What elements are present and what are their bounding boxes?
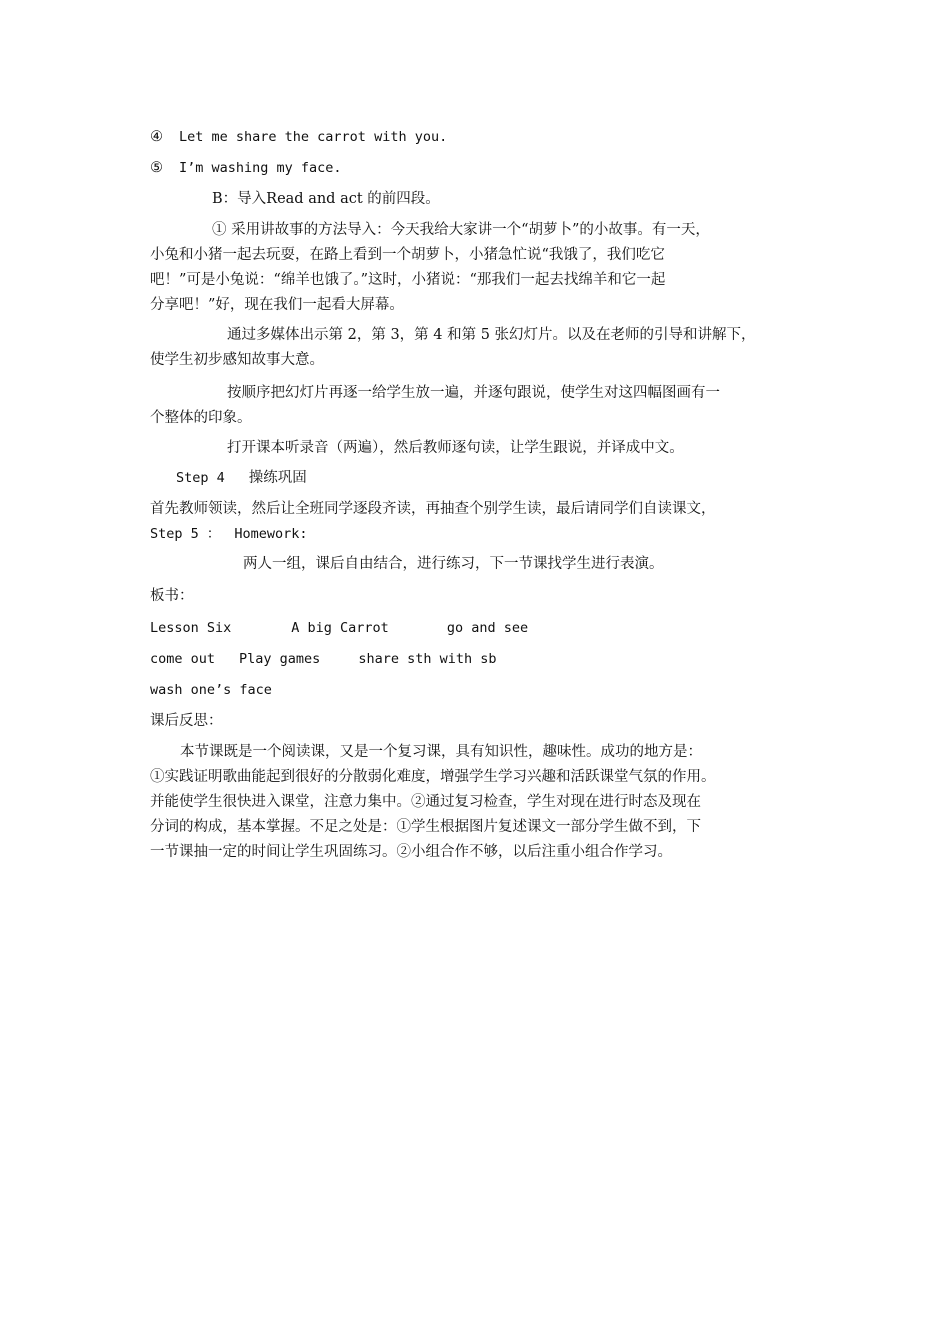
step-label: Step 4 xyxy=(176,470,225,486)
story-line: 吧！”可是小兔说：“绵羊也饿了。”这时，小猪说：“那我们一起去找绵羊和它一起 xyxy=(150,272,666,288)
board-cell: go and see xyxy=(446,620,529,636)
part-b-heading: B：导入Read and act 的前四段。 xyxy=(212,191,440,207)
reflection-line: ①实践证明歌曲能起到很好的分散弱化难度，增强学生学习兴趣和活跃课堂气氛的作用。 xyxy=(150,769,716,785)
item-number: ④ xyxy=(150,129,163,145)
slides-line: 使学生初步感知故事大意。 xyxy=(150,352,324,368)
step-title: Homework: xyxy=(234,526,308,542)
board-cell: A big Carrot xyxy=(291,620,389,636)
reflection-heading: 课后反思： xyxy=(150,713,223,729)
item-number: ⑤ xyxy=(150,160,163,176)
reflection-line: 分词的构成，基本掌握。不足之处是：①学生根据图片复述课文一部分学生做不到，下 xyxy=(150,819,701,835)
story-line: 分享吧！”好，现在我们一起看大屏幕。 xyxy=(150,297,404,313)
step5-text: 两人一组，课后自由结合，进行练习，下一节课找学生进行表演。 xyxy=(243,556,664,572)
board-cell: Lesson Six xyxy=(150,620,232,636)
story-line: ① 采用讲故事的方法导入：今天我给大家讲一个“胡萝卜”的小故事。有一天， xyxy=(212,222,710,238)
board-row xyxy=(150,618,528,638)
board-cell: share sth with sb xyxy=(358,651,497,667)
item-text: Let me share the carrot with you. xyxy=(179,129,448,145)
step-title: 操练巩固 xyxy=(248,470,307,486)
reflection-line: 一节课抽一定的时间让学生巩固练习。②小组合作不够，以后注重小组合作学习。 xyxy=(150,844,672,860)
item-text: I’m washing my face. xyxy=(179,160,342,176)
listen-line: 打开课本听录音（两遍），然后教师逐句读，让学生跟说，并译成中文。 xyxy=(227,440,684,456)
board-heading: 板书： xyxy=(150,588,194,604)
board-cell: come out xyxy=(150,651,216,667)
story-line: 小兔和小猪一起去玩耍，在路上看到一个胡萝卜，小猪急忙说“我饿了，我们吃它 xyxy=(150,247,665,263)
vocab-item-4 xyxy=(150,127,447,147)
board-row xyxy=(150,649,496,669)
step4-heading xyxy=(176,468,307,488)
repeat-line: 按顺序把幻灯片再逐一给学生放一遍，并逐句跟说，使学生对这四幅图画有一 xyxy=(227,385,720,401)
board-cell: wash one’s face xyxy=(150,682,272,698)
vocab-item-5 xyxy=(150,158,342,178)
slides-line: 通过多媒体出示第 2，第 3，第 4 和第 5 张幻灯片。以及在老师的引导和讲解下， xyxy=(227,327,756,343)
step-label: Step 5 ： xyxy=(150,526,221,542)
repeat-line: 个整体的印象。 xyxy=(150,410,252,426)
step4-text: 首先教师领读，然后让全班同学逐段齐读，再抽查个别学生读，最后请同学们自读课文， xyxy=(150,501,716,517)
reflection-line: 本节课既是一个阅读课，又是一个复习课，具有知识性，趣味性。成功的地方是： xyxy=(180,744,702,760)
reflection-line: 并能使学生很快进入课堂，注意力集中。②通过复习检查，学生对现在进行时态及现在 xyxy=(150,794,701,810)
board-row xyxy=(150,680,272,700)
board-cell: Play games xyxy=(239,651,321,667)
step5-heading xyxy=(150,524,308,544)
